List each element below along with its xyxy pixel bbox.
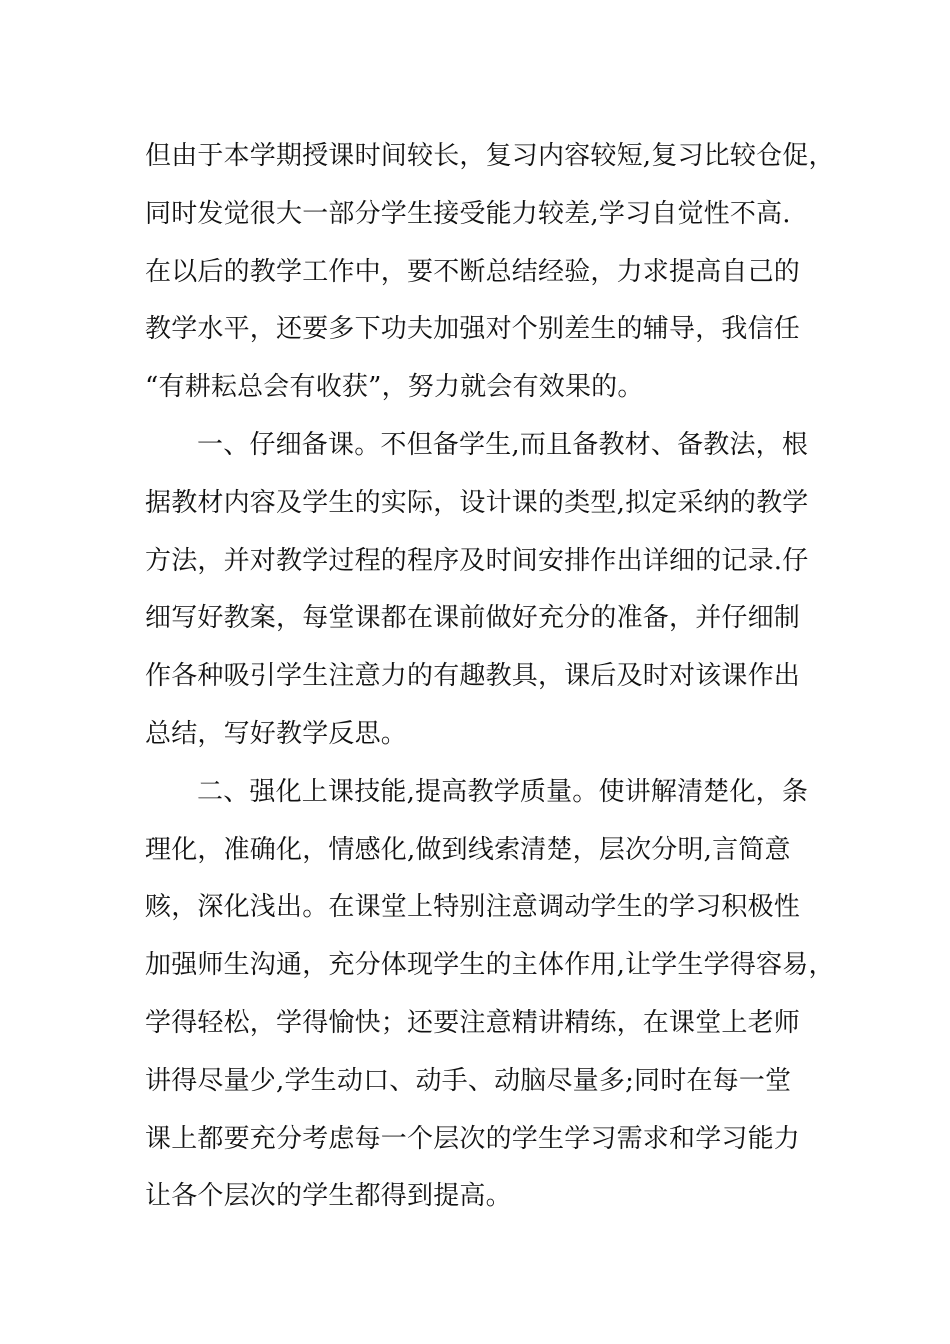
text-line: 方法，并对教学过程的程序及时间安排作出详细的记录.仔 bbox=[145, 545, 809, 576]
document-body bbox=[145, 128, 835, 1226]
text-line: 据教材内容及学生的实际，设计课的类型,拟定采纳的教学 bbox=[145, 487, 809, 518]
text-line: 总结，写好教学反思。 bbox=[145, 718, 408, 749]
text-line: 赅，深化浅出。在课堂上特别注意调动学生的学习积极性 bbox=[145, 892, 801, 923]
text-line: 但由于本学期授课时间较长，复习内容较短,复习比较仓促， bbox=[145, 141, 835, 171]
text-line: 同时发觉很大一部分学生接受能力较差,学习自觉性不高. bbox=[145, 198, 791, 229]
paragraph-heading-line: 一、仔细备课。不但备学生,而且备教材、备教法，根 bbox=[197, 429, 809, 460]
text-line: 学得轻松，学得愉快；还要注意精讲精练，在课堂上老师 bbox=[145, 1007, 801, 1038]
text-line: 加强师生沟通，充分体现学生的主体作用,让学生学得容易， bbox=[145, 950, 835, 981]
text-line: 教学水平，还要多下功夫加强对个别差生的辅导，我信任 bbox=[145, 314, 801, 345]
text-line: 在以后的教学工作中，要不断总结经验，力求提高自己的 bbox=[145, 256, 801, 287]
paragraph-heading-line: 二、强化上课技能,提高教学质量。使讲解清楚化，条 bbox=[197, 776, 809, 807]
text-line: 让各个层次的学生都得到提高。 bbox=[145, 1181, 512, 1212]
text-line: 细写好教案，每堂课都在课前做好充分的准备，并仔细制 bbox=[145, 603, 801, 634]
text-line: 讲得尽量少,学生动口、动手、动脑尽量多;同时在每一堂 bbox=[145, 1065, 792, 1096]
text-line: 作各种吸引学生注意力的有趣教具，课后及时对该课作出 bbox=[145, 661, 801, 692]
text-line: 理化，准确化，情感化,做到线索清楚，层次分明,言简意 bbox=[145, 834, 791, 865]
text-line: “有耕耘总会有收获”，努力就会有效果的。 bbox=[145, 372, 644, 403]
text-line: 课上都要充分考虑每一个层次的学生学习需求和学习能力 bbox=[145, 1123, 801, 1154]
